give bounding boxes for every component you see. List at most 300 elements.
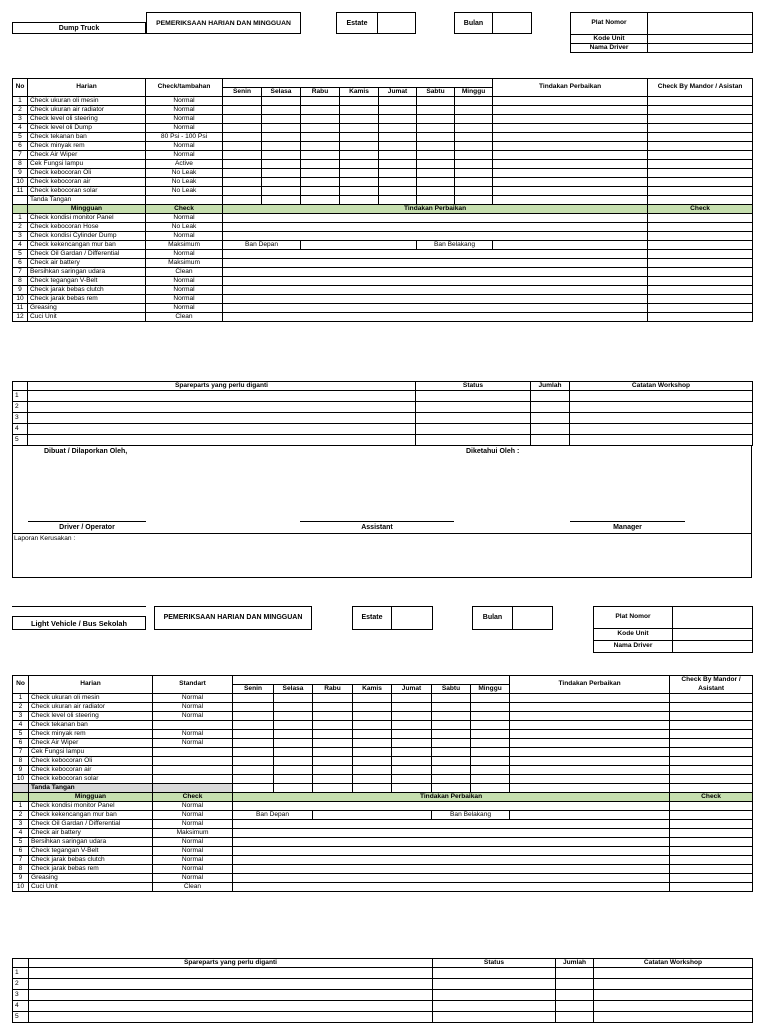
signature-cell[interactable] [471,784,510,793]
signature-cell[interactable] [313,784,353,793]
spare-status-field[interactable] [433,1012,556,1023]
day-check-cell[interactable] [223,133,262,142]
weekly-check-cell[interactable] [670,829,753,838]
spare-jumlah-field[interactable] [556,1012,594,1023]
day-check-cell[interactable] [262,160,301,169]
checkby-cell[interactable] [648,97,753,106]
day-check-cell[interactable] [313,721,353,730]
day-check-cell[interactable] [379,151,417,160]
spare-catatan-field[interactable] [570,402,753,413]
weekly-tindakan-cell[interactable] [233,802,670,811]
day-check-cell[interactable] [455,124,493,133]
tindakan-cell[interactable] [510,757,670,766]
day-check-cell[interactable] [471,739,510,748]
checkby-cell[interactable] [648,187,753,196]
tindakan-cell[interactable] [510,766,670,775]
weekly-tindakan-cell[interactable] [223,286,648,295]
day-check-cell[interactable] [313,730,353,739]
day-check-cell[interactable] [392,712,432,721]
ban-belakang-field[interactable] [510,811,670,820]
day-check-cell[interactable] [313,757,353,766]
spare-catatan-field[interactable] [570,435,753,446]
day-check-cell[interactable] [262,151,301,160]
day-check-cell[interactable] [313,694,353,703]
day-check-cell[interactable] [274,766,313,775]
weekly-tindakan-cell[interactable] [223,223,648,232]
weekly-check-cell[interactable] [670,820,753,829]
tindakan-cell[interactable] [493,142,648,151]
day-check-cell[interactable] [223,97,262,106]
tindakan-cell[interactable] [493,133,648,142]
checkby-cell[interactable] [648,106,753,115]
day-check-cell[interactable] [233,739,274,748]
day-check-cell[interactable] [262,124,301,133]
day-check-cell[interactable] [262,115,301,124]
laporan-kerusakan-box[interactable] [12,533,752,578]
tindakan-cell[interactable] [493,97,648,106]
day-check-cell[interactable] [471,730,510,739]
weekly-tindakan-cell[interactable] [233,865,670,874]
day-check-cell[interactable] [392,766,432,775]
signature-cell[interactable] [274,784,313,793]
spare-part-field[interactable] [29,990,433,1001]
manager-sign-line[interactable] [570,521,685,522]
spare-part-field[interactable] [29,979,433,990]
weekly-check-cell[interactable] [670,847,753,856]
day-check-cell[interactable] [417,142,455,151]
spare-catatan-field[interactable] [594,968,753,979]
checkby-cell[interactable] [648,169,753,178]
plat-nomor-field[interactable] [648,13,753,35]
day-check-cell[interactable] [233,766,274,775]
signature-cell[interactable] [233,784,274,793]
signature-cell[interactable] [417,196,455,205]
spare-jumlah-field[interactable] [531,413,570,424]
day-check-cell[interactable] [274,775,313,784]
day-check-cell[interactable] [392,694,432,703]
checkby-cell[interactable] [670,775,753,784]
day-check-cell[interactable] [274,712,313,721]
day-check-cell[interactable] [223,142,262,151]
weekly-check-cell[interactable] [670,865,753,874]
spare-jumlah-field[interactable] [556,990,594,1001]
signature-cell[interactable] [301,196,340,205]
nama-driver-field[interactable] [648,44,753,53]
tindakan-cell[interactable] [493,106,648,115]
spare-status-field[interactable] [416,435,531,446]
day-check-cell[interactable] [471,775,510,784]
spare-jumlah-field[interactable] [556,979,594,990]
day-check-cell[interactable] [432,766,471,775]
weekly-check-cell[interactable] [670,874,753,883]
checkby-cell[interactable] [648,151,753,160]
weekly-check-cell[interactable] [648,223,753,232]
spare-status-field[interactable] [416,424,531,435]
day-check-cell[interactable] [340,133,379,142]
day-check-cell[interactable] [353,730,392,739]
kode-unit-field-2[interactable] [673,629,753,641]
spare-catatan-field[interactable] [594,979,753,990]
tindakan-cell[interactable] [510,712,670,721]
day-check-cell[interactable] [471,766,510,775]
day-check-cell[interactable] [379,142,417,151]
day-check-cell[interactable] [455,187,493,196]
day-check-cell[interactable] [233,712,274,721]
weekly-tindakan-cell[interactable] [223,214,648,223]
day-check-cell[interactable] [432,757,471,766]
spare-catatan-field[interactable] [570,413,753,424]
day-check-cell[interactable] [353,757,392,766]
checkby-cell[interactable] [670,766,753,775]
day-check-cell[interactable] [455,106,493,115]
day-check-cell[interactable] [379,187,417,196]
day-check-cell[interactable] [262,169,301,178]
checkby-cell[interactable] [670,712,753,721]
ban-depan-field[interactable] [301,241,417,250]
weekly-tindakan-cell[interactable] [233,883,670,892]
tindakan-cell[interactable] [510,694,670,703]
day-check-cell[interactable] [301,187,340,196]
signature-cell[interactable] [455,196,493,205]
day-check-cell[interactable] [274,757,313,766]
spare-part-field[interactable] [28,413,416,424]
day-check-cell[interactable] [379,97,417,106]
day-check-cell[interactable] [340,97,379,106]
weekly-check-cell[interactable] [670,811,753,820]
day-check-cell[interactable] [313,766,353,775]
spare-jumlah-field[interactable] [531,435,570,446]
estate-field[interactable] [377,12,416,34]
day-check-cell[interactable] [379,124,417,133]
weekly-check-cell[interactable] [670,838,753,847]
checkby-cell[interactable] [648,142,753,151]
weekly-check-cell[interactable] [670,856,753,865]
day-check-cell[interactable] [417,178,455,187]
tindakan-cell[interactable] [493,178,648,187]
weekly-check-cell[interactable] [648,241,753,250]
tindakan-cell[interactable] [510,721,670,730]
spare-status-field[interactable] [416,413,531,424]
checkby-cell[interactable] [648,160,753,169]
weekly-tindakan-cell[interactable] [233,829,670,838]
signature-cell[interactable] [223,196,262,205]
spare-part-field[interactable] [29,968,433,979]
spare-jumlah-field[interactable] [531,402,570,413]
checkby-cell[interactable] [648,115,753,124]
day-check-cell[interactable] [432,712,471,721]
day-check-cell[interactable] [340,115,379,124]
day-check-cell[interactable] [274,703,313,712]
day-check-cell[interactable] [223,178,262,187]
weekly-tindakan-cell[interactable] [233,820,670,829]
weekly-tindakan-cell[interactable] [223,304,648,313]
day-check-cell[interactable] [301,115,340,124]
spare-part-field[interactable] [28,402,416,413]
day-check-cell[interactable] [301,142,340,151]
day-check-cell[interactable] [353,748,392,757]
day-check-cell[interactable] [233,748,274,757]
day-check-cell[interactable] [233,775,274,784]
day-check-cell[interactable] [301,124,340,133]
day-check-cell[interactable] [262,142,301,151]
weekly-tindakan-cell[interactable] [233,847,670,856]
day-check-cell[interactable] [379,169,417,178]
weekly-tindakan-cell[interactable] [223,250,648,259]
weekly-tindakan-cell[interactable] [223,277,648,286]
day-check-cell[interactable] [379,133,417,142]
checkby-cell[interactable] [670,748,753,757]
day-check-cell[interactable] [274,748,313,757]
day-check-cell[interactable] [432,748,471,757]
checkby-cell[interactable] [648,178,753,187]
day-check-cell[interactable] [340,169,379,178]
day-check-cell[interactable] [233,730,274,739]
day-check-cell[interactable] [455,178,493,187]
day-check-cell[interactable] [274,721,313,730]
day-check-cell[interactable] [353,694,392,703]
day-check-cell[interactable] [379,160,417,169]
tindakan-cell[interactable] [493,187,648,196]
day-check-cell[interactable] [340,178,379,187]
day-check-cell[interactable] [313,712,353,721]
spare-catatan-field[interactable] [570,424,753,435]
spare-catatan-field[interactable] [594,1012,753,1023]
tindakan-cell[interactable] [493,160,648,169]
day-check-cell[interactable] [392,703,432,712]
day-check-cell[interactable] [455,169,493,178]
day-check-cell[interactable] [233,703,274,712]
day-check-cell[interactable] [432,739,471,748]
ban-depan-field[interactable] [313,811,432,820]
weekly-check-cell[interactable] [648,268,753,277]
spare-jumlah-field[interactable] [531,424,570,435]
day-check-cell[interactable] [353,739,392,748]
estate-field-2[interactable] [391,606,433,630]
checkby-cell[interactable] [670,703,753,712]
day-check-cell[interactable] [262,133,301,142]
spare-status-field[interactable] [433,1001,556,1012]
checkby-cell[interactable] [648,124,753,133]
day-check-cell[interactable] [432,775,471,784]
day-check-cell[interactable] [301,133,340,142]
checkby-cell[interactable] [670,739,753,748]
signature-cell[interactable] [379,196,417,205]
signature-cell[interactable] [392,784,432,793]
day-check-cell[interactable] [301,151,340,160]
day-check-cell[interactable] [417,151,455,160]
signature-cell[interactable] [340,196,379,205]
day-check-cell[interactable] [392,748,432,757]
tindakan-cell[interactable] [510,730,670,739]
day-check-cell[interactable] [455,160,493,169]
day-check-cell[interactable] [432,721,471,730]
weekly-tindakan-cell[interactable] [233,838,670,847]
day-check-cell[interactable] [340,142,379,151]
spare-catatan-field[interactable] [594,990,753,1001]
checkby-cell[interactable] [670,694,753,703]
day-check-cell[interactable] [455,97,493,106]
day-check-cell[interactable] [301,178,340,187]
spare-status-field[interactable] [433,968,556,979]
day-check-cell[interactable] [455,115,493,124]
day-check-cell[interactable] [262,97,301,106]
checkby-cell[interactable] [670,730,753,739]
day-check-cell[interactable] [471,721,510,730]
day-check-cell[interactable] [313,748,353,757]
spare-part-field[interactable] [29,1012,433,1023]
weekly-tindakan-cell[interactable] [223,259,648,268]
weekly-check-cell[interactable] [648,313,753,322]
day-check-cell[interactable] [233,721,274,730]
driver-sign-line[interactable] [28,521,146,522]
signature-cell[interactable] [432,784,471,793]
day-check-cell[interactable] [379,115,417,124]
day-check-cell[interactable] [353,775,392,784]
day-check-cell[interactable] [262,178,301,187]
day-check-cell[interactable] [455,133,493,142]
day-check-cell[interactable] [301,106,340,115]
tindakan-cell[interactable] [510,748,670,757]
spare-part-field[interactable] [28,424,416,435]
checkby-cell[interactable] [670,721,753,730]
day-check-cell[interactable] [417,97,455,106]
day-check-cell[interactable] [340,151,379,160]
bulan-field[interactable] [492,12,532,34]
day-check-cell[interactable] [455,151,493,160]
tindakan-cell[interactable] [493,169,648,178]
day-check-cell[interactable] [274,694,313,703]
checkby-cell[interactable] [670,757,753,766]
day-check-cell[interactable] [223,151,262,160]
weekly-tindakan-cell[interactable] [223,232,648,241]
signature-cell[interactable] [353,784,392,793]
day-check-cell[interactable] [353,703,392,712]
day-check-cell[interactable] [223,115,262,124]
kode-unit-field[interactable] [648,35,753,44]
weekly-check-cell[interactable] [648,232,753,241]
weekly-check-cell[interactable] [648,259,753,268]
day-check-cell[interactable] [417,160,455,169]
day-check-cell[interactable] [233,757,274,766]
spare-status-field[interactable] [433,990,556,1001]
day-check-cell[interactable] [471,748,510,757]
spare-part-field[interactable] [29,1001,433,1012]
day-check-cell[interactable] [233,694,274,703]
day-check-cell[interactable] [417,124,455,133]
day-check-cell[interactable] [379,178,417,187]
weekly-tindakan-cell[interactable] [233,874,670,883]
day-check-cell[interactable] [301,97,340,106]
tindakan-cell[interactable] [510,775,670,784]
day-check-cell[interactable] [432,694,471,703]
day-check-cell[interactable] [274,739,313,748]
day-check-cell[interactable] [417,115,455,124]
day-check-cell[interactable] [379,106,417,115]
weekly-tindakan-cell[interactable] [233,856,670,865]
day-check-cell[interactable] [340,187,379,196]
spare-catatan-field[interactable] [570,391,753,402]
day-check-cell[interactable] [392,757,432,766]
day-check-cell[interactable] [471,757,510,766]
spare-status-field[interactable] [416,391,531,402]
day-check-cell[interactable] [471,712,510,721]
day-check-cell[interactable] [301,160,340,169]
day-check-cell[interactable] [432,730,471,739]
day-check-cell[interactable] [417,106,455,115]
day-check-cell[interactable] [301,169,340,178]
spare-part-field[interactable] [28,435,416,446]
spare-part-field[interactable] [28,391,416,402]
day-check-cell[interactable] [471,694,510,703]
day-check-cell[interactable] [455,142,493,151]
day-check-cell[interactable] [432,703,471,712]
signature-cell[interactable] [262,196,301,205]
day-check-cell[interactable] [353,721,392,730]
day-check-cell[interactable] [313,775,353,784]
weekly-tindakan-cell[interactable] [223,268,648,277]
day-check-cell[interactable] [340,106,379,115]
day-check-cell[interactable] [392,721,432,730]
weekly-tindakan-cell[interactable] [223,295,648,304]
weekly-check-cell[interactable] [648,277,753,286]
day-check-cell[interactable] [392,730,432,739]
spare-jumlah-field[interactable] [556,1001,594,1012]
day-check-cell[interactable] [223,169,262,178]
spare-status-field[interactable] [416,402,531,413]
bulan-field-2[interactable] [512,606,553,630]
day-check-cell[interactable] [223,160,262,169]
weekly-check-cell[interactable] [670,802,753,811]
tindakan-cell[interactable] [493,151,648,160]
day-check-cell[interactable] [262,106,301,115]
assistant-sign-line[interactable] [300,521,454,522]
nama-driver-field-2[interactable] [673,641,753,653]
day-check-cell[interactable] [223,124,262,133]
tindakan-cell[interactable] [493,115,648,124]
spare-jumlah-field[interactable] [531,391,570,402]
day-check-cell[interactable] [353,766,392,775]
day-check-cell[interactable] [340,124,379,133]
tindakan-cell[interactable] [493,124,648,133]
spare-catatan-field[interactable] [594,1001,753,1012]
day-check-cell[interactable] [340,160,379,169]
day-check-cell[interactable] [223,187,262,196]
weekly-check-cell[interactable] [670,883,753,892]
spare-status-field[interactable] [433,979,556,990]
day-check-cell[interactable] [471,703,510,712]
tindakan-cell[interactable] [510,703,670,712]
checkby-cell[interactable] [648,133,753,142]
weekly-check-cell[interactable] [648,250,753,259]
weekly-check-cell[interactable] [648,214,753,223]
plat-nomor-field-2[interactable] [673,607,753,629]
tindakan-cell[interactable] [510,739,670,748]
day-check-cell[interactable] [392,775,432,784]
day-check-cell[interactable] [274,730,313,739]
weekly-check-cell[interactable] [648,286,753,295]
day-check-cell[interactable] [417,133,455,142]
spare-jumlah-field[interactable] [556,968,594,979]
day-check-cell[interactable] [353,712,392,721]
weekly-check-cell[interactable] [648,304,753,313]
day-check-cell[interactable] [417,169,455,178]
day-check-cell[interactable] [313,703,353,712]
day-check-cell[interactable] [262,187,301,196]
weekly-tindakan-cell[interactable] [223,313,648,322]
day-check-cell[interactable] [417,187,455,196]
ban-belakang-field[interactable] [493,241,648,250]
day-check-cell[interactable] [313,739,353,748]
